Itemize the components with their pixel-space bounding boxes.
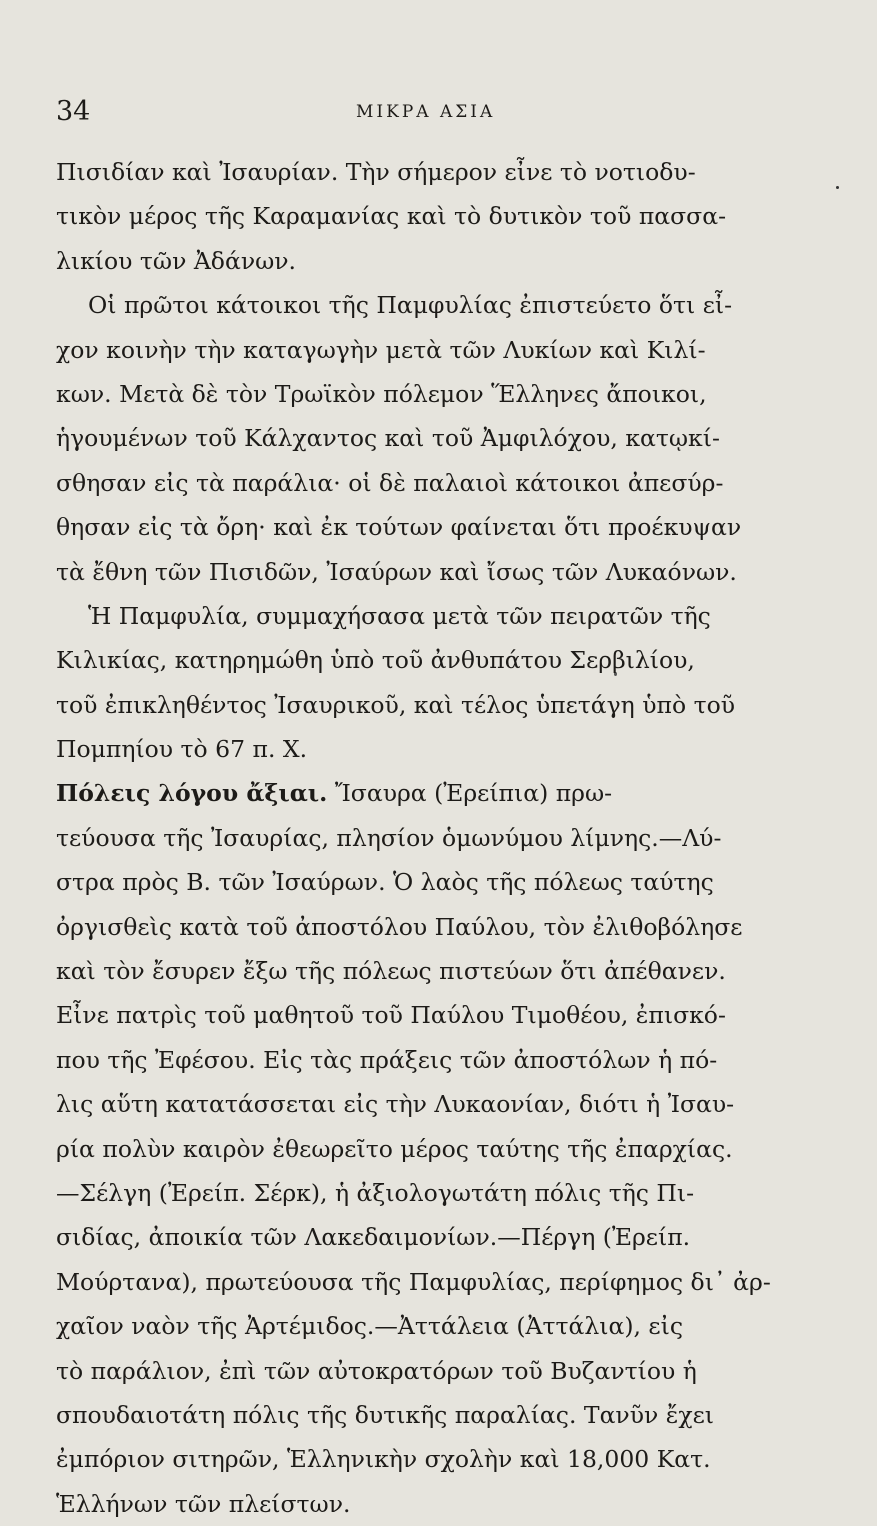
text-line: ἐμπόριον σιτηρῶν, Ἑλληνικὴν σχολὴν καὶ 18,000 Κατ. bbox=[56, 1445, 711, 1474]
paragraph-first-line: Ἡ Παμφυλία, συμμαχήσασα μετὰ τῶν πειρατῶν τῆς bbox=[88, 601, 711, 630]
text-line: Κιλικίας, κατηρημώθη ὑπὸ τοῦ ἀνθυπάτου Σερβιλίου, bbox=[56, 646, 695, 675]
text-line: καὶ τὸν ἔσυρεν ἔξω τῆς πόλεως πιστεύων ὅτι ἀπέθανεν. bbox=[56, 957, 726, 986]
text-line: τὰ ἔθνη τῶν Πισιδῶν, Ἰσαύρων καὶ ἴσως τῶν Λυκαόνων. bbox=[56, 557, 737, 586]
text-line: λικίου τῶν Ἀδάνων. bbox=[56, 246, 297, 275]
paragraph-first-line: Οἱ πρῶτοι κάτοικοι τῆς Παμφυλίας ἐπιστεύετο ὅτι εἶ- bbox=[88, 291, 733, 320]
text-line: κων. Μετὰ δὲ τὸν Τρωϊκὸν πόλεμον Ἕλληνες ἄποικοι, bbox=[56, 379, 707, 408]
section-heading: Πόλεις λόγου ἄξιαι. bbox=[56, 779, 328, 808]
page-number: 34 bbox=[56, 96, 91, 127]
body-text bbox=[56, 150, 826, 1526]
text-line: στρα πρὸς Β. τῶν Ἰσαύρων. Ὁ λαὸς τῆς πόλεως ταύτης bbox=[56, 868, 714, 897]
text-line: σιδίας, ἀποικία τῶν Λακεδαιμονίων.—Πέργη (Ἐρείπ. bbox=[56, 1223, 691, 1252]
text-line: Μούρτανα), πρωτεύουσα τῆς Παμφυλίας, περίφημος δι᾽ ἀρ- bbox=[56, 1267, 771, 1296]
text-line: σθησαν εἰς τὰ παράλια· οἱ δὲ παλαιοὶ κάτοικοι ἀπεσύρ- bbox=[56, 468, 724, 497]
text-line: ὀργισθεὶς κατὰ τοῦ ἀποστόλου Παύλου, τὸν ἐλιθοβόλησε bbox=[56, 912, 743, 941]
text-line: Πισιδίαν καὶ Ἰσαυρίαν. Τὴν σήμερον εἶνε τὸ νοτιοδυ- bbox=[56, 158, 696, 186]
text-line: τεύουσα τῆς Ἰσαυρίας, πλησίον ὁμωνύμου λίμνης.—Λύ- bbox=[56, 823, 722, 852]
text-line: που τῆς Ἐφέσου. Εἰς τὰς πράξεις τῶν ἀποστόλων ἡ πό- bbox=[56, 1045, 718, 1074]
running-title: ΜΙΚΡΑ ΑΣΙΑ bbox=[356, 102, 496, 122]
text-line: χαῖον ναὸν τῆς Ἀρτέμιδος.—Ἀττάλεια (Ἀττάλια), εἰς bbox=[56, 1312, 683, 1341]
text-line: χον κοινὴν τὴν καταγωγὴν μετὰ τῶν Λυκίων καὶ Κιλί- bbox=[56, 335, 706, 364]
text-line: σπουδαιοτάτη πόλις τῆς δυτικῆς παραλίας. Τανῦν ἔχει bbox=[56, 1400, 714, 1429]
section-heading-line bbox=[56, 771, 826, 815]
text-run: Ἴσαυρα (Ἐρείπια) πρω- bbox=[334, 779, 613, 808]
text-line: Εἶνε πατρὶς τοῦ μαθητοῦ τοῦ Παύλου Τιμοθέου, ἐπισκό- bbox=[56, 1001, 726, 1030]
print-speck bbox=[836, 186, 839, 189]
running-head bbox=[56, 96, 816, 136]
text-line: ρία πολὺν καιρὸν ἐθεωρεῖτο μέρος ταύτης τῆς ἐπαρχίας. bbox=[56, 1134, 733, 1163]
text-line: Ἑλλήνων τῶν πλείστων. bbox=[56, 1489, 351, 1518]
text-line: λις αὕτη κατατάσσεται εἰς τὴν Λυκαονίαν, διότι ἡ Ἰσαυ- bbox=[56, 1090, 735, 1119]
text-line: τοῦ ἐπικληθέντος Ἰσαυρικοῦ, καὶ τέλος ὑπετάγη ὑπὸ τοῦ bbox=[56, 690, 735, 719]
text-line: τικὸν μέρος τῆς Καραμανίας καὶ τὸ δυτικὸν τοῦ πασσα- bbox=[56, 202, 727, 231]
text-line: θησαν εἰς τὰ ὄρη· καὶ ἐκ τούτων φαίνεται ὅτι προέκυψαν bbox=[56, 513, 742, 542]
text-line: Πομπηίου τὸ 67 π. Χ. bbox=[56, 735, 308, 764]
text-line: —Σέλγη (Ἐρείπ. Σέρκ), ἡ ἀξιολογωτάτη πόλις τῆς Πι- bbox=[56, 1178, 695, 1207]
text-line: ἡγουμένων τοῦ Κάλχαντος καὶ τοῦ Ἀμφιλόχου, κατῳκί- bbox=[56, 424, 720, 453]
text-line: τὸ παράλιον, ἐπὶ τῶν αὐτοκρατόρων τοῦ Βυζαντίου ἡ bbox=[56, 1356, 697, 1385]
